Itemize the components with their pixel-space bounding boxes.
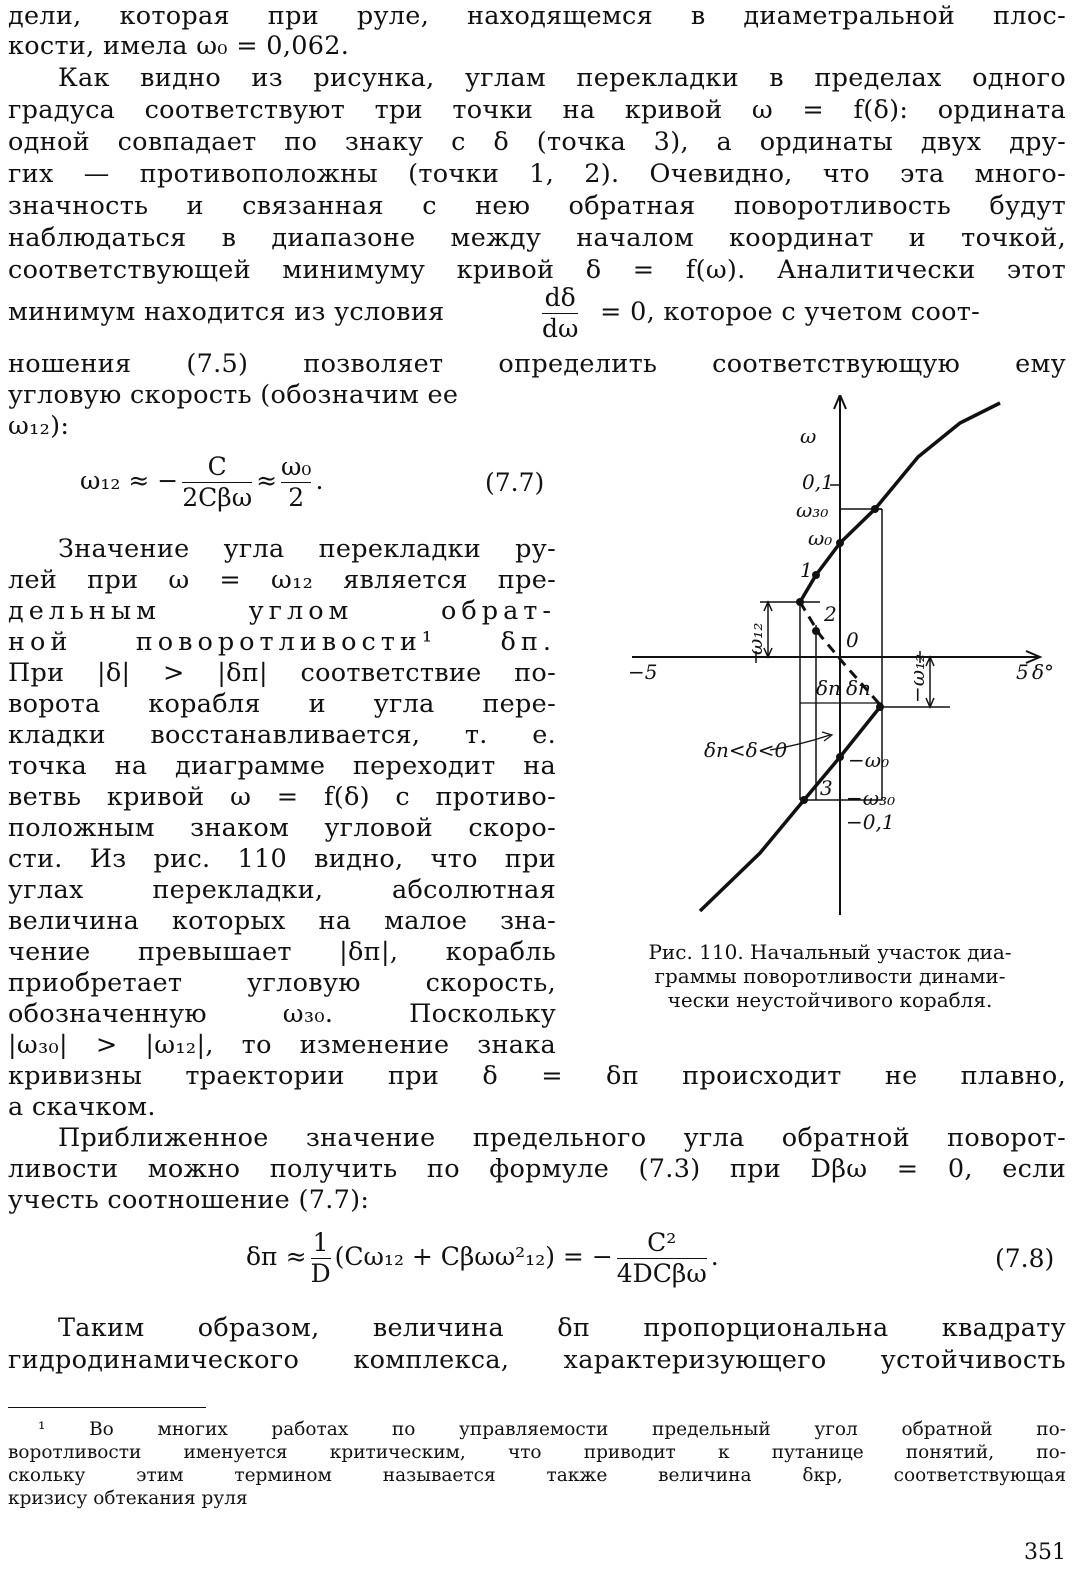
text-line: При |δ| > |δп| соответствие по- xyxy=(8,658,556,688)
label-w12: ω₁₂ xyxy=(743,622,767,655)
text-line: приобретает угловую скорость, xyxy=(8,968,556,998)
footnote-line: скольку этим термином называется также величина δкр, соответствующая xyxy=(8,1465,1066,1486)
text-line: гих — противоположны (точки 1, 2). Очевидно, что эта много- xyxy=(8,159,1066,189)
label-point-1: 1 xyxy=(800,558,813,582)
point-w30 xyxy=(871,505,879,513)
text-line: ной поворотливости¹ δп. xyxy=(8,627,556,657)
formula-7-7: ω₁₂ ≈ − $\frac{C}{\text{2Cβω}}$ ≈ $\frac{\text{ω₀}}{2}$ . xyxy=(80,452,324,512)
label-origin: 0 xyxy=(846,628,859,652)
label-point-3: 3 xyxy=(820,776,833,800)
text-line: ворота корабля и угла пере- xyxy=(8,689,556,719)
text-line: чение превышает |δп|, корабль xyxy=(8,937,556,967)
text-line: положным знаком угловой скоро- xyxy=(8,813,556,843)
text-line: лей при ω = ω₁₂ является пре- xyxy=(8,565,556,595)
text-line: а скачком. xyxy=(8,1092,156,1122)
text-line: соответствующей минимуму кривой δ = f(ω). Аналитически этот xyxy=(8,255,1066,285)
text-line: значность и связанная с нею обратная поворотливость будут xyxy=(8,191,1066,221)
point-1 xyxy=(812,571,820,579)
text-line: угловую скорость (обозначим ее xyxy=(8,380,459,410)
footnote-line: воротливости именуется критическим, что приводит к путанице понятий, по- xyxy=(8,1442,1066,1463)
text-line: |ω₃₀| > |ω₁₂|, то изменение знака xyxy=(8,1030,556,1060)
text-line: ω₁₂): xyxy=(8,411,70,441)
text-line: градуса соответствуют три точки на кривой ω = f(δ): ордината xyxy=(8,95,1066,125)
text-line: дели, которая при руле, находящемся в диаметральной плос- xyxy=(8,1,1066,31)
text-line: ношения (7.5) позволяет определить соответствующую ему xyxy=(8,349,1066,379)
point-2 xyxy=(812,627,820,635)
label-w30: ω₃₀ xyxy=(796,498,829,522)
text-line: Как видно из рисунка, углам перекладки в пределах одного xyxy=(58,63,1066,93)
text-line: наблюдаться в диапазоне между началом координат и точкой, xyxy=(8,223,1066,253)
equation-number: (7.7) xyxy=(485,468,545,497)
figure-110-diagram xyxy=(620,395,1060,925)
label-range: δп<δ<0 xyxy=(704,738,788,762)
footnote-line: кризису обтекания руля xyxy=(8,1488,248,1509)
text-line: дельным углом обрат- xyxy=(8,596,556,626)
label-y01: 0,1 xyxy=(802,470,834,494)
text-line: Таким образом, величина δп пропорциональна квадрату xyxy=(58,1313,1066,1343)
point-w0 xyxy=(836,539,844,547)
derivative-fraction: $\frac{d\delta}{d\omega}$ xyxy=(542,283,579,343)
label-minus-w30: −ω₃₀ xyxy=(846,786,896,810)
text-line: учесть соотношение (7.7): xyxy=(8,1185,370,1215)
label-pos5: 5 xyxy=(1016,660,1029,684)
page-number: 351 xyxy=(1024,1540,1066,1565)
point-max xyxy=(876,703,884,711)
text-line: ливости можно получить по формуле (7.3) при Dβω = 0, если xyxy=(8,1154,1066,1184)
text-line: углах перекладки, абсолютная xyxy=(8,875,556,905)
point-min xyxy=(796,598,804,606)
label-dp-left: δп xyxy=(816,676,841,700)
text-line: кривизны траектории при δ = δп происходит не плавно, xyxy=(8,1061,1066,1091)
text-line: обозначенную ω₃₀. Поскольку xyxy=(8,999,556,1029)
footnote-line: ¹ Во многих работах по управляемости предельный угол обратной по- xyxy=(38,1419,1066,1440)
curve-upper-branch xyxy=(800,403,1000,602)
label-minus-w0: −ω₀ xyxy=(848,748,890,772)
text-line: Значение угла перекладки ру- xyxy=(58,534,556,564)
label-minus-01: −0,1 xyxy=(846,810,895,834)
figure-caption: Рис. 110. Начальный участок диа- граммы поворотливости динами- чески неустойчивого корабля. xyxy=(648,940,1012,1012)
text-line: гидродинамического комплекса, характеризующего устойчивость xyxy=(8,1345,1066,1375)
text-line: ветвь кривой ω = f(δ) с противо- xyxy=(8,782,556,812)
text-line: кости, имела ω₀ = 0,062. xyxy=(8,31,350,61)
label-point-2: 2 xyxy=(824,602,837,626)
text-line: сти. Из рис. 110 видно, что при xyxy=(8,844,556,874)
text-line: одной совпадает по знаку с δ (точка 3), а ординаты двух дру- xyxy=(8,127,1066,157)
text-line: = 0, которое с учетом соот- xyxy=(600,297,981,327)
text-line: точка на диаграмме переходит на xyxy=(8,751,556,781)
text-line: величина которых на малое зна- xyxy=(8,906,556,936)
label-neg5: −5 xyxy=(628,660,658,684)
text-line: кладки восстанавливается, т. е. xyxy=(8,720,556,750)
text-line: минимум находится из условия xyxy=(8,297,445,327)
text-line: Приближенное значение предельного угла обратной поворот- xyxy=(58,1123,1066,1153)
label-axis-y: ω xyxy=(800,424,817,448)
footnote-rule xyxy=(8,1407,206,1408)
label-dp-right: δп xyxy=(846,676,871,700)
point-minus-w0 xyxy=(836,753,844,761)
formula-7-8: δп ≈ $\frac{1}{D}$ (Cω₁₂ + Cβωω²₁₂) = − $\frac{\text{C²}}{\text{4DCβω}}$ . xyxy=(246,1228,719,1288)
label-w0: ω₀ xyxy=(808,526,833,550)
equation-number: (7.8) xyxy=(995,1244,1055,1273)
label-minus-w12: −ω₁₂ xyxy=(905,653,929,703)
point-3 xyxy=(800,796,808,804)
label-axis-x: δ° xyxy=(1032,660,1055,684)
